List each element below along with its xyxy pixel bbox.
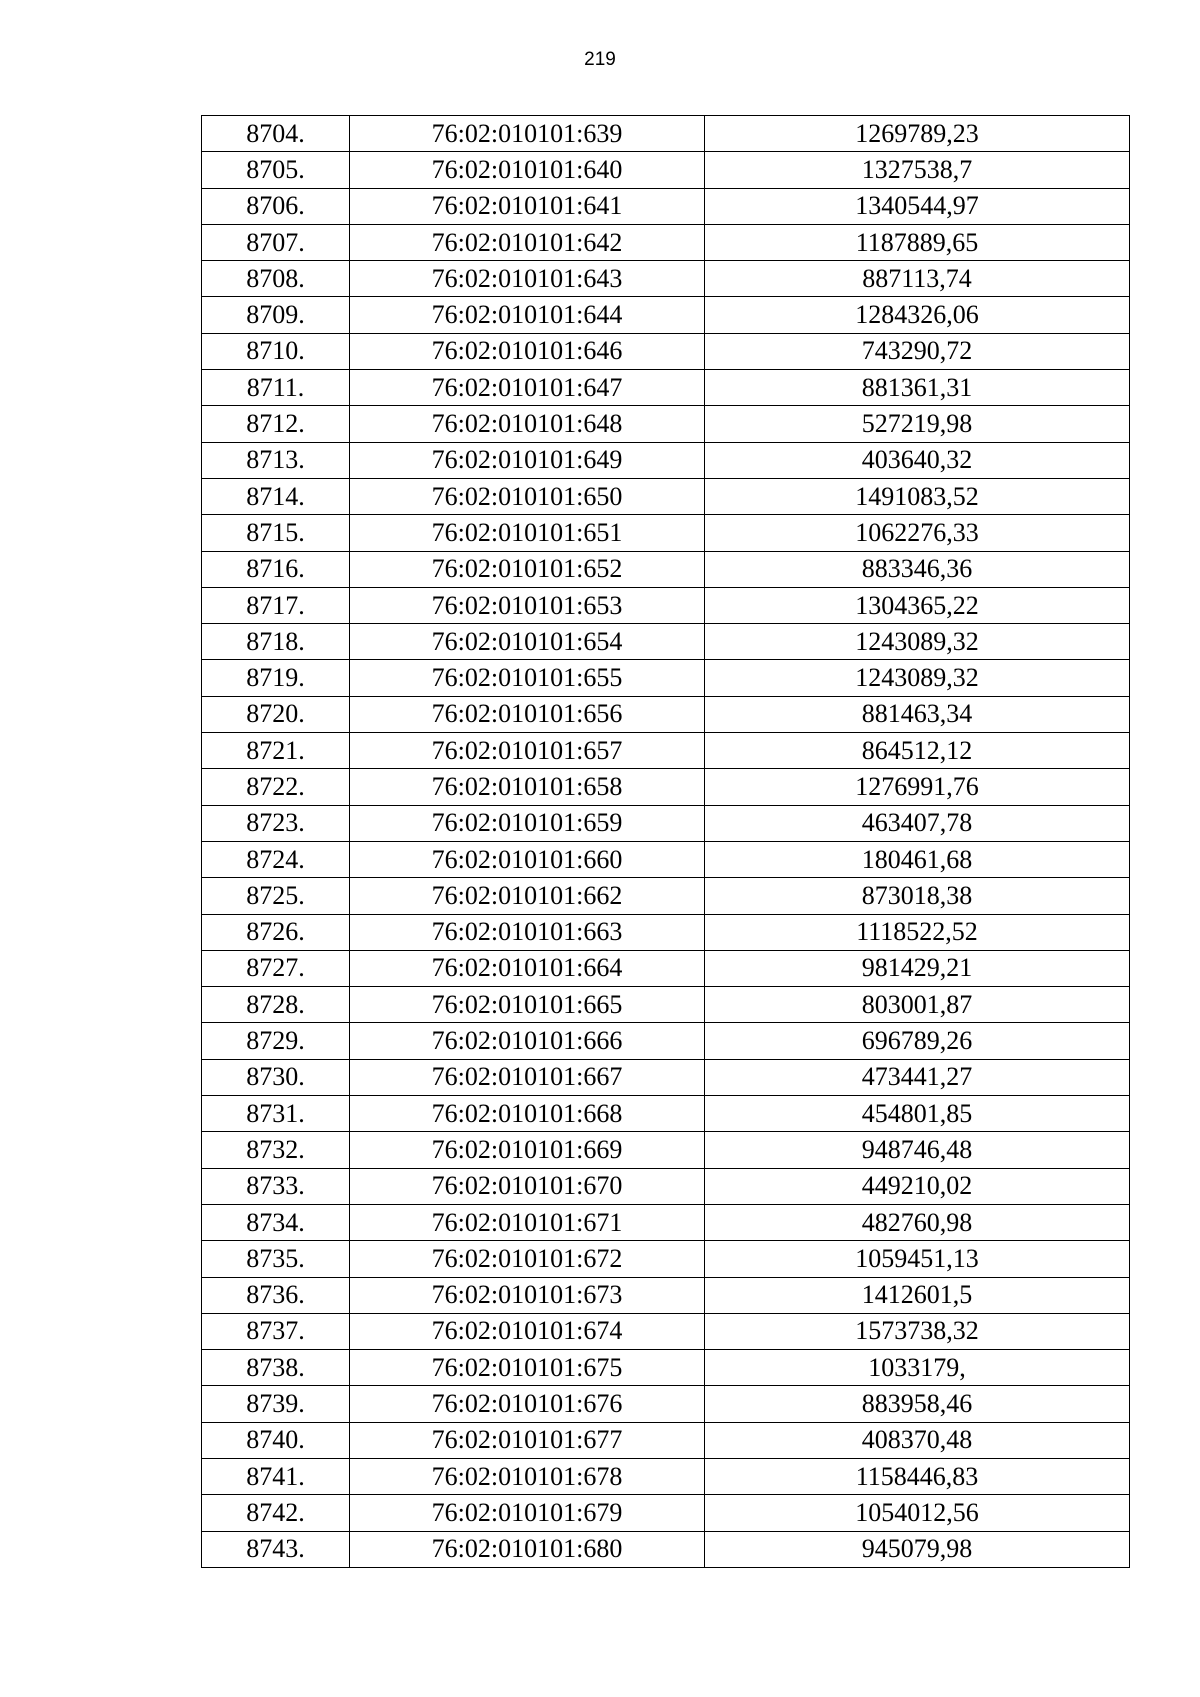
cadastral-value-cell: 473441,27 [705, 1059, 1130, 1095]
cadastral-value-cell: 1118522,52 [705, 914, 1130, 950]
cadastral-number-cell: 76:02:010101:671 [350, 1204, 705, 1240]
row-number-cell: 8723. [202, 805, 350, 841]
table-row [202, 1277, 1130, 1313]
table-row [202, 1096, 1130, 1132]
row-number-cell: 8742. [202, 1495, 350, 1531]
cadastral-number-cell: 76:02:010101:652 [350, 551, 705, 587]
row-number-cell: 8732. [202, 1132, 350, 1168]
cadastral-number-cell: 76:02:010101:672 [350, 1241, 705, 1277]
table-row [202, 950, 1130, 986]
cadastral-value-cell: 482760,98 [705, 1204, 1130, 1240]
table-row [202, 841, 1130, 877]
cadastral-number-cell: 76:02:010101:666 [350, 1023, 705, 1059]
cadastral-value-cell: 1284326,06 [705, 297, 1130, 333]
cadastral-number-cell: 76:02:010101:654 [350, 624, 705, 660]
row-number-cell: 8730. [202, 1059, 350, 1095]
table-row [202, 733, 1130, 769]
cadastral-value-cell: 180461,68 [705, 841, 1130, 877]
table-row [202, 224, 1130, 260]
table-row [202, 1313, 1130, 1349]
table-row [202, 660, 1130, 696]
cadastral-value-cell: 1340544,97 [705, 188, 1130, 224]
row-number-cell: 8717. [202, 587, 350, 623]
cadastral-number-cell: 76:02:010101:648 [350, 406, 705, 442]
row-number-cell: 8718. [202, 624, 350, 660]
cadastral-value-cell: 948746,48 [705, 1132, 1130, 1168]
cadastral-value-cell: 887113,74 [705, 261, 1130, 297]
row-number-cell: 8739. [202, 1386, 350, 1422]
table-row [202, 624, 1130, 660]
cadastral-value-cell: 1243089,32 [705, 660, 1130, 696]
row-number-cell: 8710. [202, 333, 350, 369]
row-number-cell: 8706. [202, 188, 350, 224]
cadastral-value-cell: 449210,02 [705, 1168, 1130, 1204]
cadastral-value-cell: 1491083,52 [705, 478, 1130, 514]
row-number-cell: 8736. [202, 1277, 350, 1313]
table-row [202, 1168, 1130, 1204]
cadastral-number-cell: 76:02:010101:643 [350, 261, 705, 297]
table-row [202, 1059, 1130, 1095]
cadastral-number-cell: 76:02:010101:651 [350, 515, 705, 551]
table-row [202, 1458, 1130, 1494]
cadastral-number-cell: 76:02:010101:657 [350, 733, 705, 769]
cadastral-value-cell: 743290,72 [705, 333, 1130, 369]
table-row [202, 696, 1130, 732]
cadastral-number-cell: 76:02:010101:663 [350, 914, 705, 950]
cadastral-value-cell: 864512,12 [705, 733, 1130, 769]
cadastral-value-cell: 463407,78 [705, 805, 1130, 841]
cadastral-value-cell: 803001,87 [705, 987, 1130, 1023]
cadastral-value-cell: 1573738,32 [705, 1313, 1130, 1349]
cadastral-number-cell: 76:02:010101:677 [350, 1422, 705, 1458]
table-row [202, 297, 1130, 333]
table-row [202, 261, 1130, 297]
table-row [202, 805, 1130, 841]
table-row [202, 914, 1130, 950]
cadastral-value-cell: 945079,98 [705, 1531, 1130, 1567]
cadastral-value-cell: 1187889,65 [705, 224, 1130, 260]
table-row [202, 878, 1130, 914]
table-row [202, 152, 1130, 188]
table-row [202, 478, 1130, 514]
table-row [202, 587, 1130, 623]
table-row [202, 551, 1130, 587]
row-number-cell: 8704. [202, 116, 350, 152]
table-row [202, 1241, 1130, 1277]
cadastral-number-cell: 76:02:010101:668 [350, 1096, 705, 1132]
table-row [202, 116, 1130, 152]
cadastral-value-cell: 1033179, [705, 1350, 1130, 1386]
cadastral-number-cell: 76:02:010101:639 [350, 116, 705, 152]
cadastral-number-cell: 76:02:010101:656 [350, 696, 705, 732]
row-number-cell: 8719. [202, 660, 350, 696]
table-row [202, 406, 1130, 442]
cadastral-number-cell: 76:02:010101:669 [350, 1132, 705, 1168]
row-number-cell: 8735. [202, 1241, 350, 1277]
cadastral-value-cell: 454801,85 [705, 1096, 1130, 1132]
page-number: 219 [584, 49, 616, 70]
row-number-cell: 8727. [202, 950, 350, 986]
row-number-cell: 8711. [202, 370, 350, 406]
row-number-cell: 8712. [202, 406, 350, 442]
table-row [202, 370, 1130, 406]
cadastral-value-cell: 403640,32 [705, 442, 1130, 478]
row-number-cell: 8722. [202, 769, 350, 805]
row-number-cell: 8725. [202, 878, 350, 914]
cadastral-number-cell: 76:02:010101:647 [350, 370, 705, 406]
row-number-cell: 8734. [202, 1204, 350, 1240]
cadastral-number-cell: 76:02:010101:653 [350, 587, 705, 623]
row-number-cell: 8714. [202, 478, 350, 514]
cadastral-value-cell: 1059451,13 [705, 1241, 1130, 1277]
cadastral-value-cell: 1269789,23 [705, 116, 1130, 152]
cadastral-number-cell: 76:02:010101:679 [350, 1495, 705, 1531]
cadastral-number-cell: 76:02:010101:674 [350, 1313, 705, 1349]
table-row [202, 333, 1130, 369]
cadastral-number-cell: 76:02:010101:641 [350, 188, 705, 224]
cadastral-value-cell: 527219,98 [705, 406, 1130, 442]
table-row [202, 1132, 1130, 1168]
cadastral-number-cell: 76:02:010101:658 [350, 769, 705, 805]
row-number-cell: 8708. [202, 261, 350, 297]
cadastral-number-cell: 76:02:010101:676 [350, 1386, 705, 1422]
table-row [202, 1495, 1130, 1531]
cadastral-value-cell: 1243089,32 [705, 624, 1130, 660]
row-number-cell: 8728. [202, 987, 350, 1023]
cadastral-number-cell: 76:02:010101:644 [350, 297, 705, 333]
row-number-cell: 8721. [202, 733, 350, 769]
cadastral-number-cell: 76:02:010101:660 [350, 841, 705, 877]
row-number-cell: 8726. [202, 914, 350, 950]
cadastral-number-cell: 76:02:010101:673 [350, 1277, 705, 1313]
row-number-cell: 8740. [202, 1422, 350, 1458]
cadastral-value-cell: 881361,31 [705, 370, 1130, 406]
cadastral-number-cell: 76:02:010101:662 [350, 878, 705, 914]
cadastral-value-cell: 873018,38 [705, 878, 1130, 914]
cadastral-number-cell: 76:02:010101:640 [350, 152, 705, 188]
cadastral-number-cell: 76:02:010101:667 [350, 1059, 705, 1095]
cadastral-number-cell: 76:02:010101:642 [350, 224, 705, 260]
cadastral-value-cell: 1412601,5 [705, 1277, 1130, 1313]
cadastral-number-cell: 76:02:010101:675 [350, 1350, 705, 1386]
row-number-cell: 8724. [202, 841, 350, 877]
cadastral-value-cell: 1327538,7 [705, 152, 1130, 188]
cadastral-value-cell: 883958,46 [705, 1386, 1130, 1422]
table-row [202, 1204, 1130, 1240]
row-number-cell: 8705. [202, 152, 350, 188]
cadastral-value-cell: 696789,26 [705, 1023, 1130, 1059]
row-number-cell: 8737. [202, 1313, 350, 1349]
cadastral-value-table [201, 115, 1130, 1568]
row-number-cell: 8741. [202, 1458, 350, 1494]
table-body [202, 116, 1130, 1568]
table-row [202, 1350, 1130, 1386]
cadastral-number-cell: 76:02:010101:680 [350, 1531, 705, 1567]
row-number-cell: 8713. [202, 442, 350, 478]
cadastral-value-cell: 881463,34 [705, 696, 1130, 732]
cadastral-value-cell: 1062276,33 [705, 515, 1130, 551]
cadastral-number-cell: 76:02:010101:678 [350, 1458, 705, 1494]
row-number-cell: 8743. [202, 1531, 350, 1567]
cadastral-value-cell: 1158446,83 [705, 1458, 1130, 1494]
table-row [202, 1422, 1130, 1458]
cadastral-value-cell: 981429,21 [705, 950, 1130, 986]
table-row [202, 515, 1130, 551]
cadastral-value-cell: 408370,48 [705, 1422, 1130, 1458]
cadastral-number-cell: 76:02:010101:670 [350, 1168, 705, 1204]
cadastral-value-cell: 1276991,76 [705, 769, 1130, 805]
table-row [202, 987, 1130, 1023]
row-number-cell: 8729. [202, 1023, 350, 1059]
row-number-cell: 8707. [202, 224, 350, 260]
cadastral-number-cell: 76:02:010101:646 [350, 333, 705, 369]
cadastral-number-cell: 76:02:010101:655 [350, 660, 705, 696]
cadastral-value-cell: 1304365,22 [705, 587, 1130, 623]
table-row [202, 1531, 1130, 1567]
cadastral-number-cell: 76:02:010101:665 [350, 987, 705, 1023]
cadastral-number-cell: 76:02:010101:650 [350, 478, 705, 514]
cadastral-number-cell: 76:02:010101:649 [350, 442, 705, 478]
row-number-cell: 8716. [202, 551, 350, 587]
table-row [202, 188, 1130, 224]
cadastral-value-cell: 883346,36 [705, 551, 1130, 587]
row-number-cell: 8733. [202, 1168, 350, 1204]
table-row [202, 1386, 1130, 1422]
row-number-cell: 8709. [202, 297, 350, 333]
cadastral-number-cell: 76:02:010101:659 [350, 805, 705, 841]
cadastral-value-cell: 1054012,56 [705, 1495, 1130, 1531]
row-number-cell: 8715. [202, 515, 350, 551]
row-number-cell: 8731. [202, 1096, 350, 1132]
cadastral-number-cell: 76:02:010101:664 [350, 950, 705, 986]
table-row [202, 769, 1130, 805]
table-row [202, 1023, 1130, 1059]
table-row [202, 442, 1130, 478]
row-number-cell: 8720. [202, 696, 350, 732]
row-number-cell: 8738. [202, 1350, 350, 1386]
